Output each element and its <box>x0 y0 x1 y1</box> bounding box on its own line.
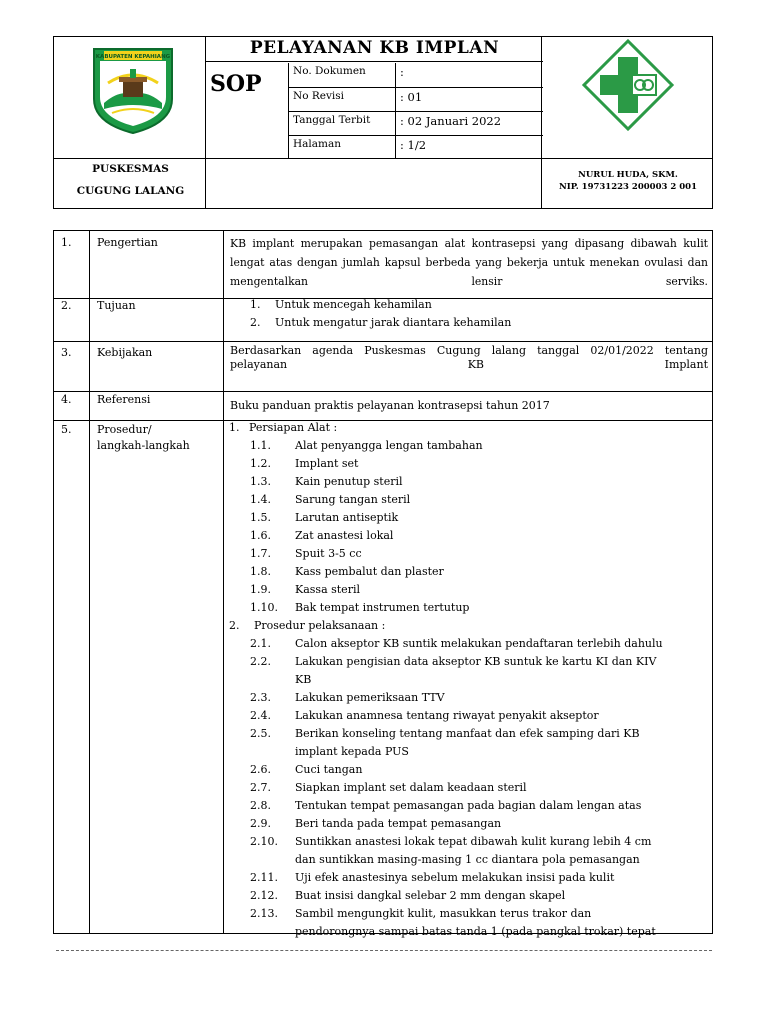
step-text: Implant set <box>295 457 359 470</box>
step-text: pendorongnya sampai batas tanda 1 (pada pangkal trokar) tepat <box>295 925 656 938</box>
step-text: Zat anastesi lokal <box>295 529 394 542</box>
step-text: Bak tempat instrumen tertutup <box>295 601 470 614</box>
step-text: KB <box>295 673 312 686</box>
step-number: 2.8. <box>250 799 271 812</box>
step-text: Tentukan tempat pemasangan pada bagian dalam lengan atas <box>295 799 642 812</box>
row-divider <box>54 420 712 421</box>
step-text: Calon akseptor KB suntik melakukan pendaftaran terlebih dahulu <box>295 637 663 650</box>
row-label: Tujuan <box>97 299 136 312</box>
row-label-line: langkah-langkah <box>97 439 190 452</box>
step-text: Kain penutup steril <box>295 475 403 488</box>
step-number: 1.4. <box>250 493 271 506</box>
column-divider <box>223 231 224 933</box>
step-number: 1.2. <box>250 457 271 470</box>
signer-cell <box>541 158 713 209</box>
meta-row <box>288 87 543 111</box>
row-number: 4. <box>61 393 72 406</box>
step-text: Lakukan anamnesa tentang riwayat penyakit akseptor <box>295 709 599 722</box>
puskesmas-cross-logo <box>582 39 674 131</box>
row-number: 1. <box>61 236 72 249</box>
step-text: Lakukan pemeriksaan TTV <box>295 691 445 704</box>
step-text: Berikan konseling tentang manfaat dan efek samping dari KB <box>295 727 640 740</box>
definition-text: KB implant merupakan pemasangan alat kontrasepsi yang dipasang dibawah kulit lengat atas dengan jumlah kapsul berbeda yang bekerja untuk menekan ovulasi dan mengentalkan lensir serviks. <box>230 237 708 288</box>
row-label: Referensi <box>97 393 151 406</box>
part-title: Prosedur pelaksanaan : <box>254 619 386 632</box>
organization-location: CUGUNG LALANG <box>76 185 185 197</box>
step-text: Siapkan implant set dalam keadaan steril <box>295 781 527 794</box>
meta-row <box>288 111 543 135</box>
step-text: Lakukan pengisian data akseptor KB suntuk ke kartu KI dan KIV <box>295 655 657 668</box>
step-number: 1.7. <box>250 547 271 560</box>
step-number: 2.10. <box>250 835 278 848</box>
meta-key: No Revisi <box>288 87 395 111</box>
step-number: 1.3. <box>250 475 271 488</box>
step-text: Sambil mengungkit kulit, masukkan terus trakor dan <box>295 907 592 920</box>
step-number: 1.10. <box>250 601 278 614</box>
title-divider <box>206 61 543 62</box>
reference-text: Buku panduan praktis pelayanan kontrasepsi tahun 2017 <box>230 399 550 412</box>
step-number: 2.4. <box>250 709 271 722</box>
blank-cell <box>205 158 542 209</box>
row-label: Pengertian <box>97 236 158 249</box>
meta-value: : 1/2 <box>395 135 543 159</box>
organization-name: PUSKESMAS <box>92 163 169 175</box>
row-divider <box>54 341 712 342</box>
step-number: 2.3. <box>250 691 271 704</box>
item-number: 1. <box>250 298 261 311</box>
step-text: Uji efek anastesinya sebelum melakukan insisi pada kulit <box>295 871 615 884</box>
meta-value: : 01 <box>395 87 543 111</box>
step-number: 2.13. <box>250 907 278 920</box>
step-text: implant kepada PUS <box>295 745 409 758</box>
step-number: 2.5. <box>250 727 271 740</box>
left-logo-cell <box>53 36 206 159</box>
step-text: Sarung tangan steril <box>295 493 411 506</box>
title-cell <box>205 36 542 159</box>
step-number: 2.6. <box>250 763 271 776</box>
step-number: 1.6. <box>250 529 271 542</box>
step-text: Larutan antiseptik <box>295 511 399 524</box>
meta-key: Halaman <box>288 135 395 159</box>
row-number: 5. <box>61 423 72 436</box>
step-number: 2.1. <box>250 637 271 650</box>
row-label: Kebijakan <box>97 346 153 359</box>
step-number: 2.9. <box>250 817 271 830</box>
step-number: 1.8. <box>250 565 271 578</box>
meta-row <box>288 63 543 87</box>
part-number: 1. <box>229 421 240 434</box>
item-text: Untuk mengatur jarak diantara kehamilan <box>275 316 512 329</box>
sop-content-table <box>53 230 713 938</box>
document-title: PELAYANAN KB IMPLAN <box>249 38 500 58</box>
step-number: 2.12. <box>250 889 278 902</box>
row-number: 2. <box>61 299 72 312</box>
step-number: 1.5. <box>250 511 271 524</box>
meta-value: : <box>395 63 543 87</box>
meta-row <box>288 135 543 159</box>
item-text: Untuk mencegah kehamilan <box>275 298 432 311</box>
row-divider <box>54 391 712 392</box>
row-label-line: Prosedur/ <box>97 423 152 436</box>
row-number: 3. <box>61 346 72 359</box>
right-logo-cell <box>541 36 713 159</box>
step-text: Cuci tangan <box>295 763 363 776</box>
step-text: Alat penyangga lengan tambahan <box>295 439 483 452</box>
step-number: 2.11. <box>250 871 278 884</box>
sop-header <box>53 36 713 209</box>
meta-value: : 02 Januari 2022 <box>395 111 543 135</box>
signer-name: NURUL HUDA, SKM. <box>578 170 678 180</box>
regency-emblem-logo <box>90 43 176 135</box>
step-number: 2.2. <box>250 655 271 668</box>
organization-cell <box>53 158 206 209</box>
step-text: Buat insisi dangkal selebar 2 mm dengan skapel <box>295 889 566 902</box>
step-text: dan suntikkan masing-masing 1 cc diantara pola pemasangan <box>295 853 640 866</box>
signer-nip: NIP. 19731223 200003 2 001 <box>559 182 697 192</box>
emblem-banner-text: KABUPATEN KEPAHIANG <box>95 54 171 60</box>
step-number: 2.7. <box>250 781 271 794</box>
policy-text: Berdasarkan agenda Puskesmas Cugung lalang tanggal 02/01/2022 tentang pelayanan KB Implant <box>230 344 708 371</box>
meta-key: Tanggal Terbit <box>288 111 395 135</box>
sop-label: SOP <box>210 71 262 97</box>
column-divider <box>89 231 90 933</box>
document-meta-table <box>288 63 543 160</box>
step-number: 1.9. <box>250 583 271 596</box>
step-number: 1.1. <box>250 439 271 452</box>
part-number: 2. <box>229 619 240 632</box>
part-title: Persiapan Alat : <box>249 421 338 434</box>
page-break-line <box>56 950 712 951</box>
step-text: Kassa steril <box>295 583 360 596</box>
step-text: Suntikkan anastesi lokak tepat dibawah kulit kurang lebih 4 cm <box>295 835 652 848</box>
meta-key: No. Dokumen <box>288 63 395 87</box>
step-text: Spuit 3-5 cc <box>295 547 362 560</box>
item-number: 2. <box>250 316 261 329</box>
step-text: Kass pembalut dan plaster <box>295 565 444 578</box>
step-text: Beri tanda pada tempat pemasangan <box>295 817 502 830</box>
